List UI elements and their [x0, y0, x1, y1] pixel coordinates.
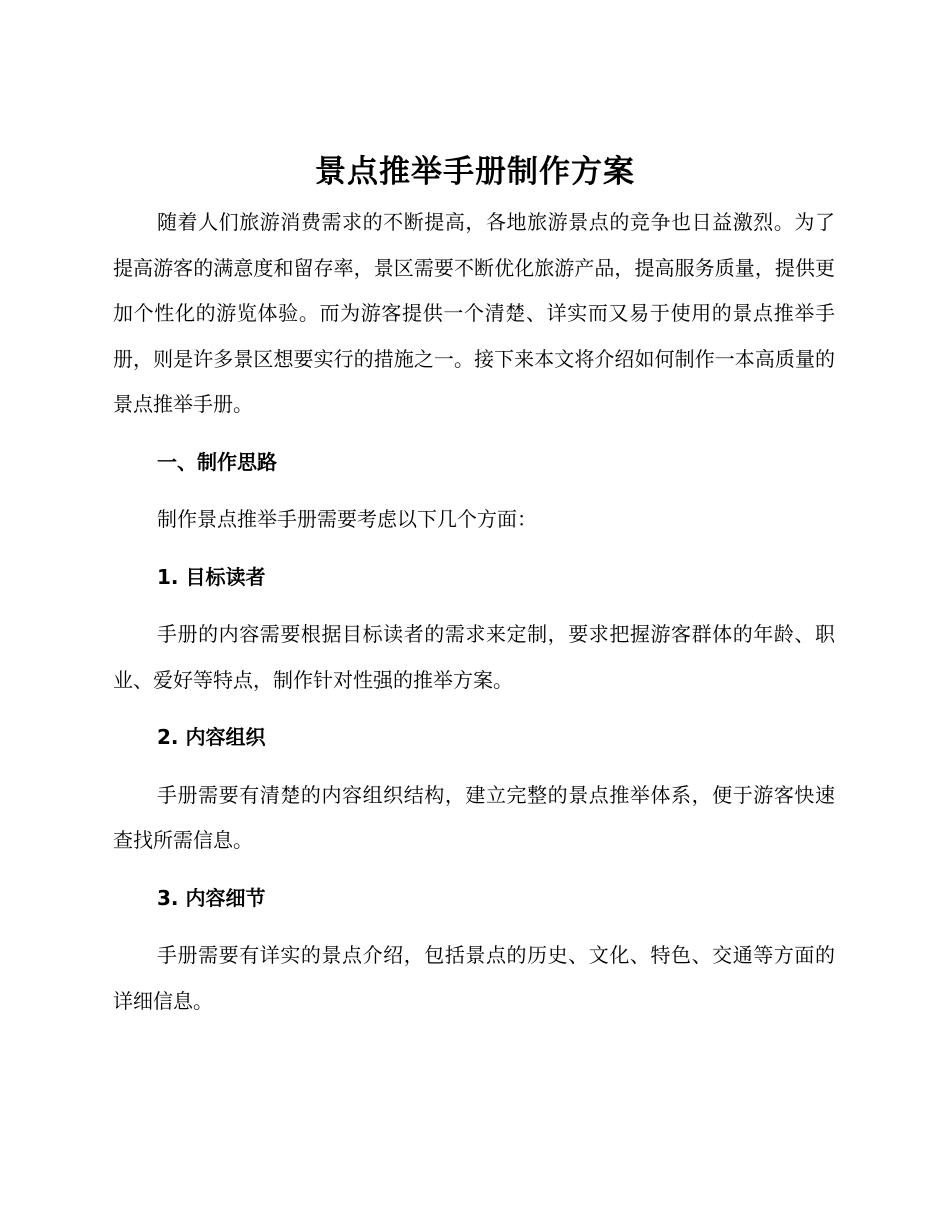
section-lead-paragraph: 制作景点推举手册需要考虑以下几个方面：	[157, 507, 537, 531]
item-paragraph-target-readers: 手册的内容需要根据目标读者的需求来定制，要求把握游客群体的年龄、职业、爱好等特点，制作针对性强的推举方案。	[113, 622, 835, 692]
spacer	[113, 600, 835, 612]
section-heading: 一、制作思路	[157, 449, 277, 474]
intro-paragraph: 随着人们旅游消费需求的不断提高，各地旅游景点的竞争也日益激烈。为了提高游客的满意度和留存率，景区需要不断优化旅游产品，提高服务质量，提供更加个性化的游览体验。而为游客提供一个清楚、详实而又易于使用的景点推举手册，则是许多景区想要实行的措施之一。接下来本文将介绍如何制作一本高质量的景点推举手册。	[113, 210, 835, 416]
spacer	[113, 543, 835, 555]
spacer	[113, 864, 835, 876]
spacer	[113, 485, 835, 497]
item-paragraph-content-details: 手册需要有详实的景点介绍，包括景点的历史、文化、特色、交通等方面的详细信息。	[113, 943, 835, 1013]
item-heading-content-details: 3. 内容细节	[157, 885, 266, 910]
item-heading-content-organization: 2. 内容组织	[157, 725, 266, 749]
item-paragraph-content-organization: 手册需要有清楚的内容组织结构，建立完整的景点推举体系，便于游客快速查找所需信息。	[113, 782, 835, 852]
spacer	[113, 921, 835, 933]
spacer	[113, 761, 835, 773]
spacer	[113, 703, 835, 715]
spacer	[113, 428, 835, 440]
document-body	[113, 200, 835, 1024]
document-title: 景点推举手册制作方案	[315, 154, 635, 190]
item-heading-target-readers: 1. 目标读者	[157, 564, 266, 589]
